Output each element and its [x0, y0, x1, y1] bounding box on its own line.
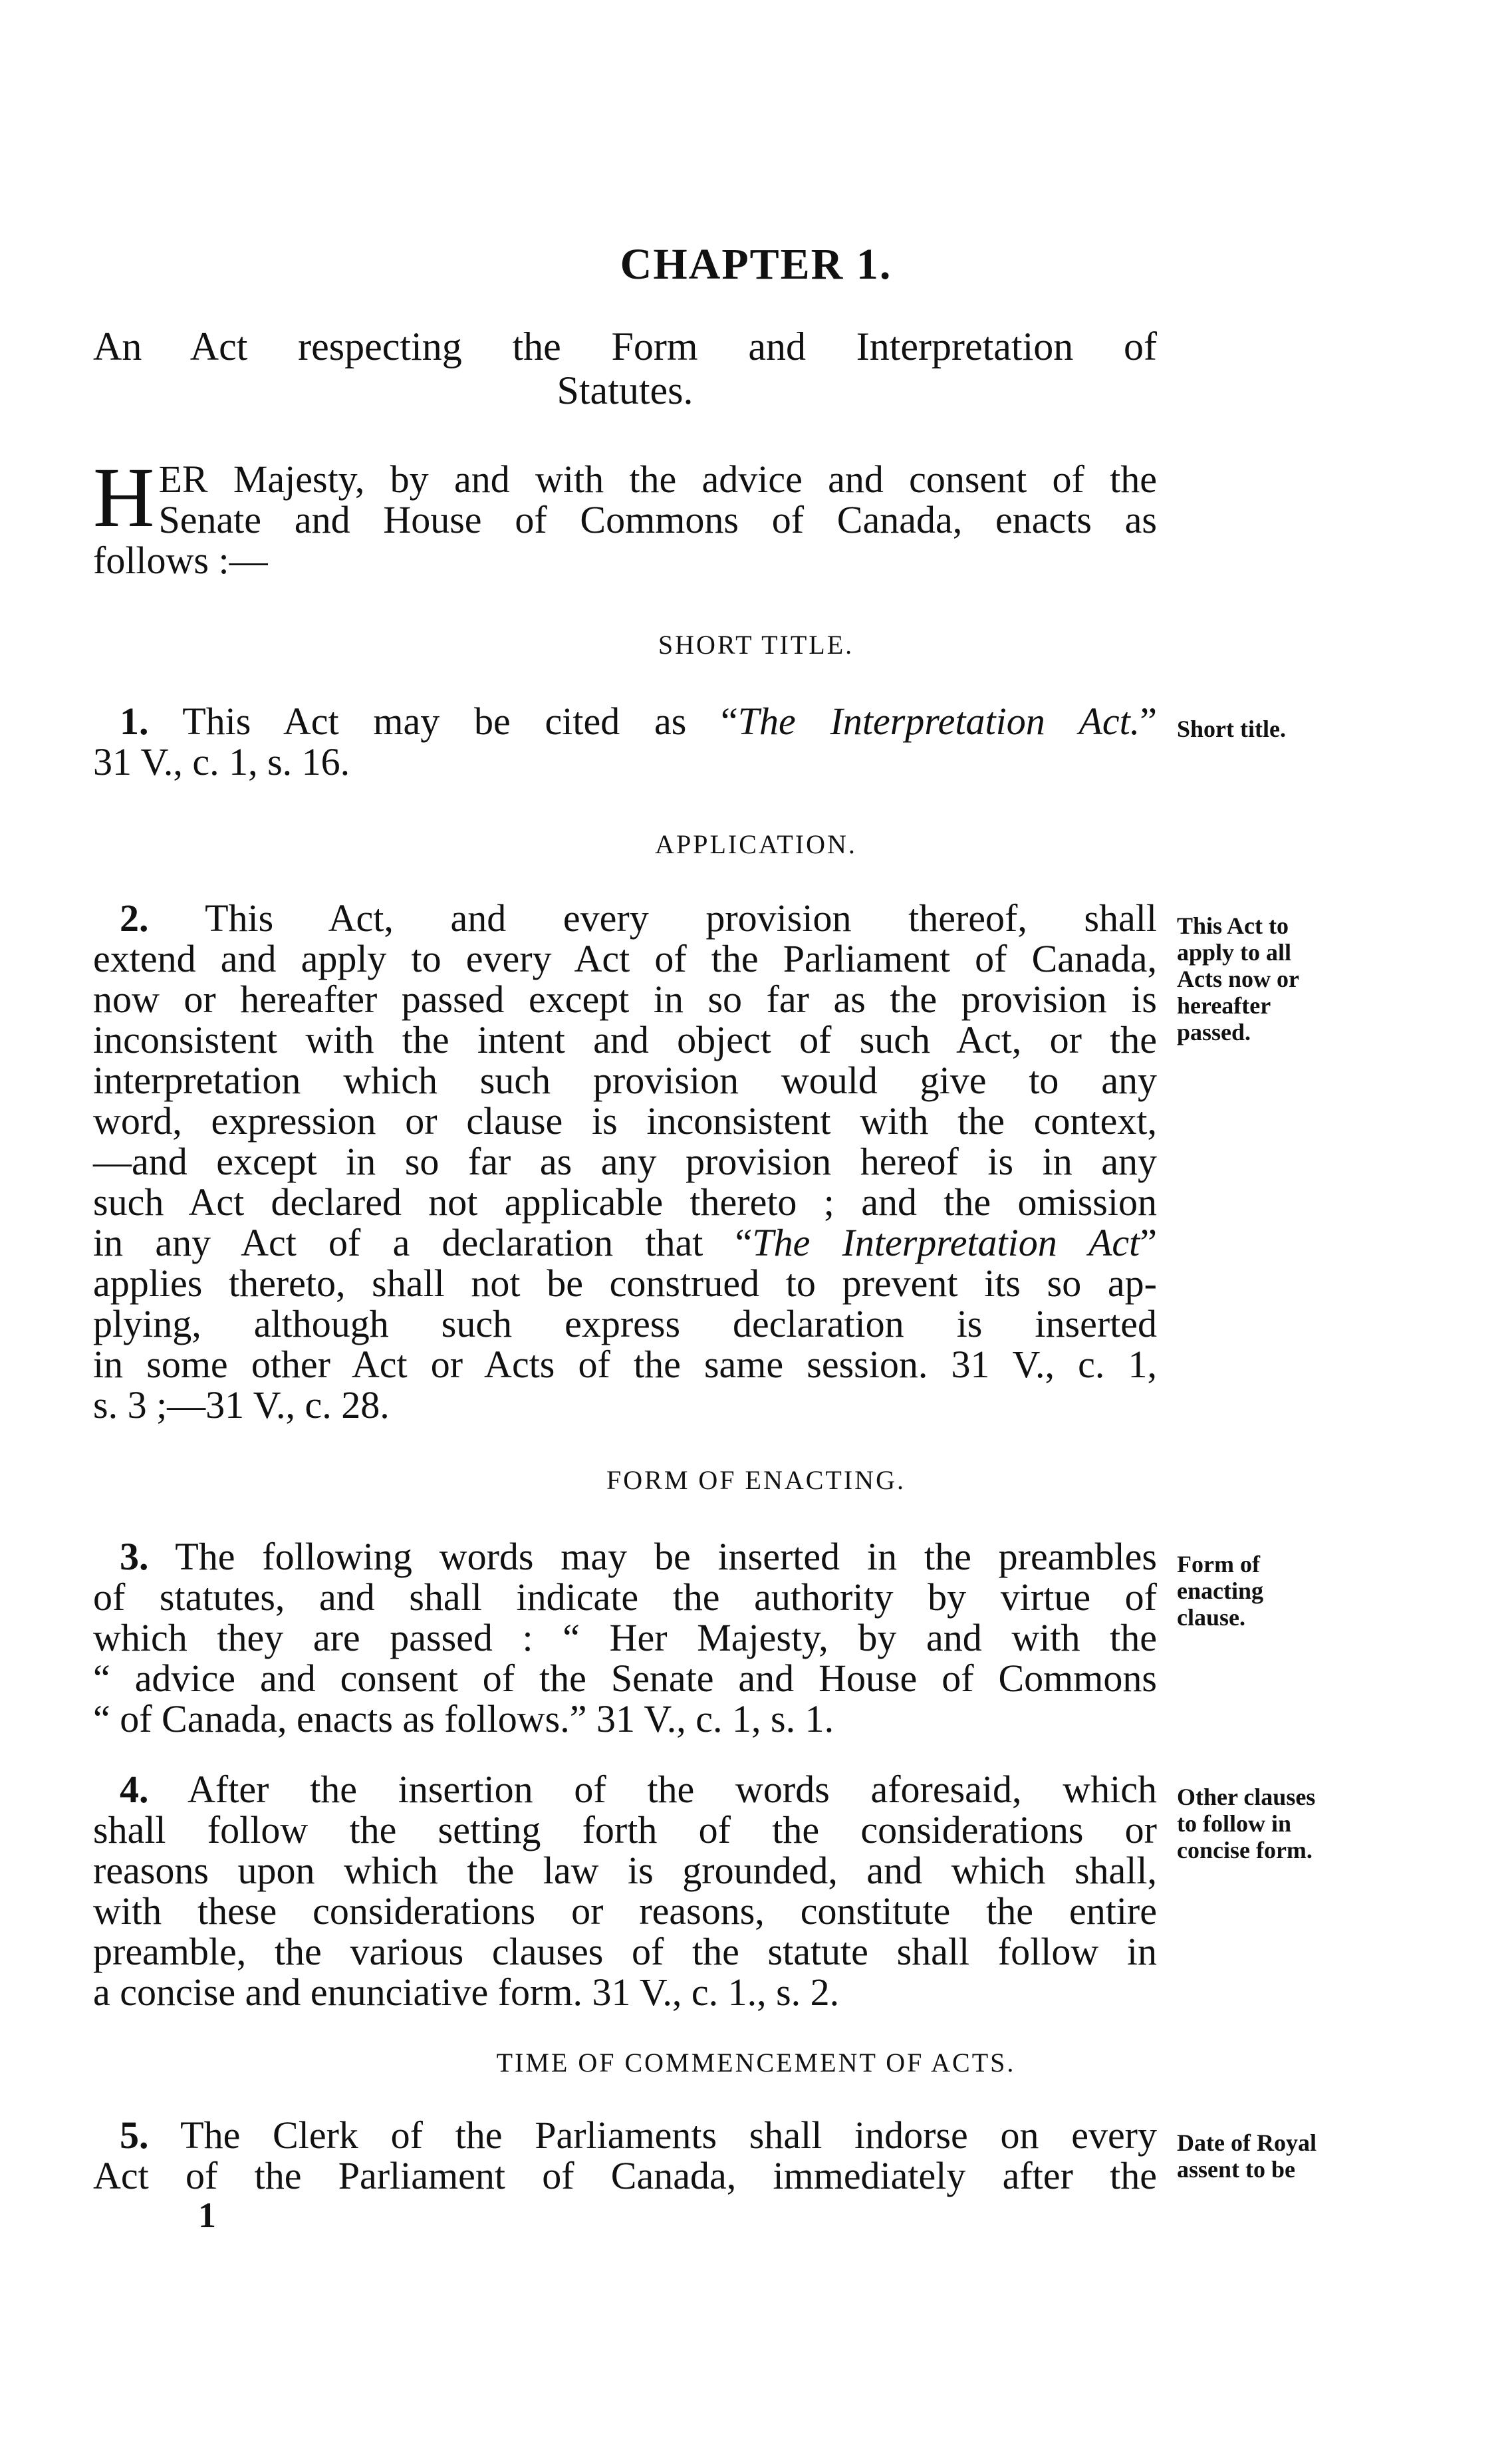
section-2-line-9 — [93, 1222, 1157, 1263]
preamble-line-1: ER Majesty, by and with the advice and consent of the — [158, 458, 1157, 501]
section-2-line-5: interpretation which such provision would give to any — [93, 1059, 1157, 1102]
section-1-text: This Act may be cited as “ — [182, 700, 738, 743]
margin-note-line: Form of — [1177, 1551, 1260, 1577]
section-2 — [93, 898, 1157, 1425]
margin-note-short-title: Short title. — [1177, 716, 1286, 742]
act-title — [93, 325, 1157, 412]
section-2-text: in any Act of a declaration that “ — [93, 1221, 753, 1264]
section-heading-application: APPLICATION. — [655, 829, 857, 859]
margin-note-line: Date of Royal — [1177, 2129, 1317, 2156]
section-5-line-1 — [93, 2115, 1157, 2155]
section-number: 4. — [120, 1768, 149, 1811]
section-heading-form-of-enacting: FORM OF ENACTING. — [606, 1465, 906, 1495]
preamble-line-3: follows :— — [93, 539, 268, 582]
section-2-line-2: extend and apply to every Act of the Parliament of Canada, — [93, 937, 1157, 980]
section-number: 5. — [120, 2113, 149, 2157]
margin-note-line: to follow in — [1177, 1810, 1292, 1837]
section-4-line-2: shall follow the setting forth of the considerations or — [93, 1808, 1157, 1851]
section-3-line-5: “ of Canada, enacts as follows.” 31 V., c. 1, s. 1. — [93, 1697, 834, 1740]
section-2-line-10: applies thereto, shall not be construed to prevent its so ap- — [93, 1262, 1157, 1305]
act-title-line-1: An Act respecting the Form and Interpretation of — [93, 325, 1157, 368]
margin-note-line: enacting — [1177, 1577, 1263, 1604]
section-3-line-2: of statutes, and shall indicate the authority by virtue of — [93, 1575, 1157, 1619]
margin-note-line: apply to all — [1177, 939, 1292, 966]
margin-note-line: passed. — [1177, 1019, 1251, 1045]
section-2-line-12: in some other Act or Acts of the same session. 31 V., c. 1, — [93, 1343, 1157, 1386]
act-title-line-2: Statutes. — [557, 368, 693, 412]
section-5 — [93, 2115, 1157, 2196]
section-number: 1. — [120, 700, 149, 743]
section-heading-time-of-commencement: TIME OF COMMENCEMENT OF ACTS. — [496, 2048, 1016, 2078]
chapter-heading: CHAPTER 1. — [620, 240, 892, 289]
section-4-text: After the insertion of the words aforesaid, which — [188, 1768, 1157, 1811]
section-2-text: This Act, and every provision thereof, shall — [205, 896, 1157, 940]
section-1-line-1 — [93, 701, 1157, 742]
margin-note-other-clauses — [1177, 1784, 1376, 1863]
section-2-line-11: plying, although such express declaration is inserted — [93, 1302, 1157, 1345]
section-1 — [93, 701, 1157, 782]
section-1-line-2: 31 V., c. 1, s. 16. — [93, 740, 350, 783]
act-name: The Interpretation Act. — [737, 700, 1140, 743]
section-2-line-8: such Act declared not applicable thereto ; and the omission — [93, 1180, 1157, 1224]
section-3-line-4: “ advice and consent of the Senate and House of Commons — [93, 1657, 1157, 1700]
section-3-line-3: which they are passed : “ Her Majesty, by and with the — [93, 1616, 1157, 1659]
section-4-line-5: preamble, the various clauses of the statute shall follow in — [93, 1930, 1157, 1973]
section-2-line-7: —and except in so far as any provision hereof is in any — [93, 1140, 1157, 1183]
margin-note-line: clause. — [1177, 1604, 1245, 1631]
act-name: The Interpretation Act — [752, 1221, 1140, 1264]
section-5-line-2: Act of the Parliament of Canada, immediately after the — [93, 2154, 1157, 2197]
margin-note-line: concise form. — [1177, 1837, 1313, 1863]
margin-note-line: assent to be — [1177, 2156, 1295, 2183]
section-number: 2. — [120, 896, 149, 940]
section-4 — [93, 1769, 1157, 2012]
section-2-line-13: s. 3 ;—31 V., c. 28. — [93, 1383, 390, 1426]
section-4-line-4: with these considerations or reasons, constitute the entire — [93, 1889, 1157, 1933]
section-2-line-3: now or hereafter passed except in so far as the provision is — [93, 978, 1157, 1021]
closing-quote: ” — [1140, 1221, 1157, 1264]
margin-note-line: hereafter — [1177, 992, 1271, 1019]
section-number: 3. — [120, 1535, 149, 1578]
section-5-text: The Clerk of the Parliaments shall indorse on every — [180, 2113, 1157, 2157]
margin-note-application — [1177, 912, 1376, 1045]
section-2-line-1 — [93, 898, 1157, 938]
section-4-line-1 — [93, 1769, 1157, 1810]
drop-cap: H — [93, 450, 155, 545]
preamble-line-2: Senate and House of Commons of Canada, enacts as — [158, 498, 1157, 541]
section-3-text: The following words may be inserted in the preambles — [175, 1535, 1157, 1578]
section-2-line-6: word, expression or clause is inconsistent with the context, — [93, 1099, 1157, 1143]
section-4-line-6: a concise and enunciative form. 31 V., c. 1., s. 2. — [93, 1970, 840, 2014]
section-3 — [93, 1536, 1157, 1739]
margin-note-line: Acts now or — [1177, 966, 1299, 992]
section-heading-short-title: SHORT TITLE. — [658, 630, 854, 660]
enacting-preamble — [93, 450, 1157, 582]
margin-note-form-of-enacting — [1177, 1551, 1376, 1631]
page-number: 1 — [198, 2195, 216, 2235]
section-3-line-1 — [93, 1536, 1157, 1577]
margin-note-line: Other clauses — [1177, 1784, 1316, 1810]
margin-note-time-of-commencement — [1177, 2129, 1376, 2183]
section-4-line-3: reasons upon which the law is grounded, and which shall, — [93, 1849, 1157, 1892]
section-2-line-4: inconsistent with the intent and object of such Act, or the — [93, 1018, 1157, 1061]
margin-note-line: This Act to — [1177, 912, 1289, 939]
closing-quote: ” — [1140, 700, 1158, 743]
